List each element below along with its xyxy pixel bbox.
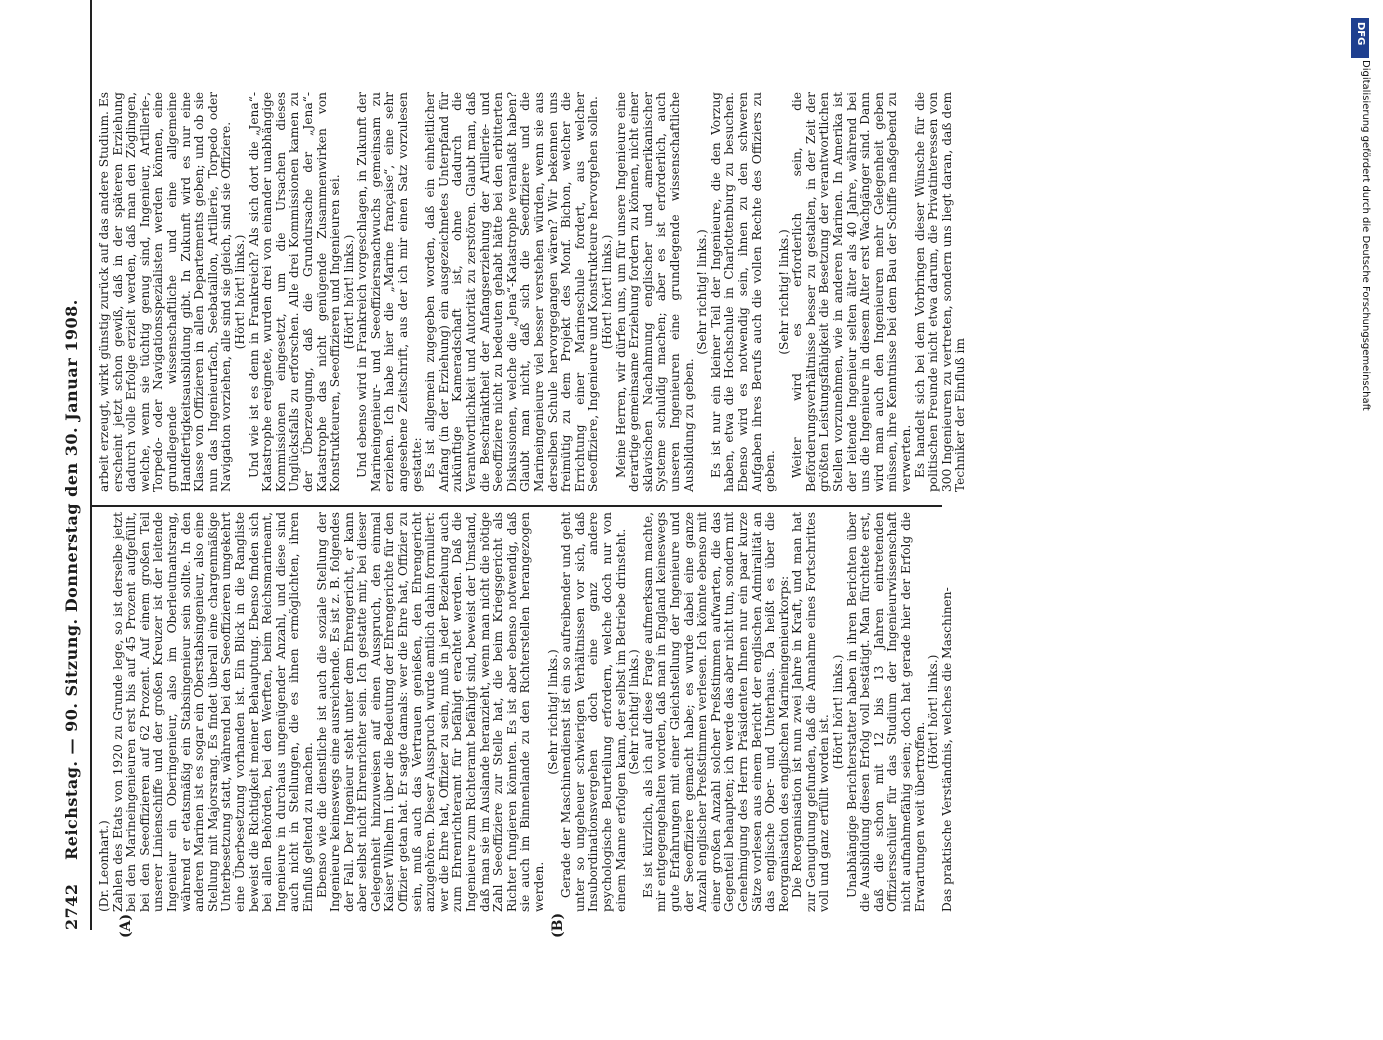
interjection: (Hört! hört! links.) [831, 654, 846, 770]
credit-text: Digitalisierung gefördert durch die Deutsche Forschungsgemeinschaft [1360, 60, 1371, 411]
interjection: (Sehr richtig! links.) [776, 229, 791, 355]
interjection: (Hört! hört! links.) [341, 234, 356, 350]
paragraph: Das praktische Verständnis, welches die Maschinen- [939, 587, 954, 912]
marker-b: (B) [550, 912, 566, 938]
paragraph: Gerade der Maschinendienst ist ein so aufreibender und geht unter so ungeheuer schwierigen Verhältnissen vor sich, daß Insubordinationsvergehen doch eine ganz andere psychologische Beurteilung erfordern, welche doch nur von einem Manne erfolgen kann, der selbst im Betriebe drinsteht. [559, 512, 628, 912]
header-rule [90, 0, 92, 930]
paragraph: Unabhängige Berichterstatter haben in ihren Berichten über die Ausbildung diesen Erfolg voll bestätigt. Man fürchtete erst, daß die schon mit 12 bis 13 Jahren eintretenden Offiziersschüler für das Studium der Ingenieurwissenschaft nicht aufnahmefähig seien; doch hat gerade hier der Erfolg die Erwartungen weit übertroffen. [844, 512, 927, 912]
interjection: (Sehr richtig! links.) [545, 649, 560, 775]
interjection: (Sehr richtig! links.) [627, 649, 642, 775]
paragraph: Die Reorganisation ist nun zwei Jahre in Kraft, und man hat zur Genugtuung gefunden, daß die Annahme eines Fortschrittes voll und ganz erfüllt worden ist. [790, 512, 832, 912]
left-column [98, 512, 954, 912]
paragraph: arbeit erzeugt, wirkt günstig zurück auf das andere Studium. Es erscheint jetzt schon gewiß, daß in der späteren Erziehung dadurch volle Erfolge erzielt werden, daß man den Zöglingen, welche, wenn sie tüchtig genug sind, Ingenieur, Artillerie-, Torpedo- oder Navigationsspezialisten werden können, eine grundlegende wissenschaftliche und eine allgemeine Handfertigkeitsausbildung gibt. In Zukunft wird es nur eine Klasse von Offizieren in allen Departements geben; und ob sie nun das Ingenieurfach, Seebataillon, Artillerie, Torpedo oder Navigation vorziehen, alle sind sie gleich, sind sie Offiziere. [97, 92, 234, 492]
paragraph: Meine Herren, wir dürfen uns, um für unsere Ingenieure eine derartige gemeinsame Erziehung fordern zu können, nicht einer sklavischen Nachahmung englischer und amerikanischer Systeme schuldig machen; aber es ist erforderlich, auch unseren Ingenieuren eine grundlegende wissenschaftliche Ausbildung zu geben. [613, 92, 696, 492]
page-title: Reichstag. — 90. Sitzung. Donnerstag den 30. Januar 1908. [62, 299, 81, 860]
credit-strip [1357, 10, 1375, 990]
paragraph: Und wie ist es denn in Frankreich? Als sich dort die „Jena“-Katastrophe ereignete, wurden drei von einander unabhängige Kommissionen eingesetzt, um die Ursachen dieses Unglücksfalls zu erforschen. Alle drei Kommissionen kamen zu der Überzeugung, daß die Grundursache der „Jena“-Katastrophe das nicht genügende Zusammenwirken von Konstrukteuren, Seeoffizieren und Ingenieuren sei. [246, 92, 343, 492]
interjection: (Sehr richtig! links.) [695, 229, 710, 355]
paragraph: Es handelt sich bei dem Vorbringen dieser Wünsche für die politischen Freunde nicht etwa darum, die Privatinteressen von 300 Ingenieuren zu vertreten, sondern uns liegt daran, daß dem Techniker der Einfluß im [912, 92, 968, 492]
dfg-logo: DFG [1351, 18, 1369, 58]
page-number: 2742 [62, 883, 81, 930]
paragraph: Es ist allgemein zugegeben worden, daß ein einheitlicher Anfang (in der Erziehung) ein ausgezeichnetes Unterpfand für zukünftige Kameradschaft ist, ohne dadurch die Verantwortlichkeit und Autorität zu zerstören. Glaubt man, daß die Beschränktheit der Anfangserziehung der Artillerie- und Seeoffiziere nicht zu bedeuten gehabt hätte bei den erbitterten Diskussionen, welche die „Jena“-Katastrophe veranlaßt haben? Glaubt man nicht, daß sich die Seeoffiziere und die Marineingenieure viel besser verstehen würden, wenn sie aus derselben Schule hervorgegangen wären? Wir bekennen uns freimütig zu dem Projekt des Monf. Bichon, welcher die Errichtung einer Marineschule fordert, aus welcher Seeoffiziere, Ingenieure und Konstrukteure hervorgehen sollen. [423, 92, 601, 492]
interjection: (Hört! hört! links.) [926, 654, 941, 770]
marker-a: (A) [118, 913, 134, 938]
paragraph: Es ist nur ein kleiner Teil der Ingenieure, die den Vorzug haben, etwa die Hochschule in Charlottenburg zu besuchen. Ebenso wird es notwendig sein, ihnen zu den schweren Aufgaben ihres Berufs auch die vollen Rechte des Offiziers zu geben. [708, 92, 778, 492]
column-divider [92, 505, 942, 507]
right-column [98, 92, 968, 492]
paragraph: Ebenso wie die dienstliche ist auch die soziale Stellung der Ingenieure keineswegs eine ausreichende. Es ist z. B. folgendes der Fall. Der Ingenieur steht unter dem Ehrengericht, er kann aber selbst nicht Ehrenrichter sein. Ich gestatte mir, bei dieser Gelegenheit hinzuweisen auf einen Ausspruch, den einmal Kaiser Wilhelm I. über die Bedeutung der Ehrengerichte für den Offizier getan hat. Er sagte damals: wer die Ehre hat, Offizier zu sein, muß auch das Vertrauen genießen, den Ehrengericht anzugehören. Dieser Ausspruch wurde amtlich dahin formuliert: wer die Ehre hat, Offizier zu sein, muß in jeder Beziehung auch zum Ehrenrichteramt für befähigt erachtet werden. Daß die Ingenieure zum Richteramt befähigt sind, beweist der Umstand, daß man sie im Auslande heranzieht, wenn man nicht die nötige Zahl Seeoffiziere zur Stelle hat, die beim Kriegsgericht als Richter fungieren könnten. Es ist aber ebenso notwendig, daß sie auch im Binnenlande zu den Richterstellen herangezogen werden. [314, 512, 546, 912]
page-header [62, 60, 88, 930]
paragraph: Zahlen des Etats von 1920 zu Grunde lege, so ist derselbe jetzt bei den Marineingenieuren erst bis auf 45 Prozent aufgefüllt, bei den Seeoffizieren auf 62 Prozent. Auf einem großen Teil unserer Linienschiffe und der großen Kreuzer ist der leitende Ingenieur ein Oberingenieur, also im Oberleutnantsrang, während er etatsmäßig ein Stabsingenieur sein sollte. In den anderen Marinen ist es sogar ein Oberstabsingenieur, also eine Stellung mit Majorsrang. Es findet überall eine chargenmäßige Unterbesetzung statt, während bei den Seeoffizieren umgekehrt eine Überbesetzung vorhanden ist. Ein Blick in die Rangliste beweist die Richtigkeit meiner Behauptung. Ebenso finden sich bei allen Behörden, bei den Werften, beim Reichsmarineamt, Ingenieure in durchaus ungenügender Anzahl, und diese sind auch nicht in Stellungen, die es ihnen ermöglichten, ihren Einfluß geltend zu machen. [110, 512, 315, 912]
paragraph: Es ist kürzlich, als ich auf diese Frage aufmerksam machte, mir entgegengehalten worden, daß man in England keineswegs gute Erfahrungen mit einer Gleichstellung der Ingenieure und der Seeoffiziere gemacht habe; es wurde dabei eine ganze Anzahl englischer Preßstimmen verlesen. Ich könnte ebenso mit einer großen Anzahl solcher Preßstimmen aufwarten, die das Gegenteil behaupten; ich werde das aber nicht tun, sondern mit Genehmigung des Herrn Präsidenten Ihnen nur ein paar kurze Sätze vorlesen aus einem Bericht der englischen Admiralität an das englische Ober- und Unterhaus. Da heißt es über die Reorganisation des englischen Marineingenieurkorps: [640, 512, 791, 912]
paragraph: Und ebenso wird in Frankreich vorgeschlagen, in Zukunft der Marineingenieur- und Seeoffiziersnachwuchs gemeinsam zu erziehen. Ich habe hier die „Marine française“, eine sehr angesehene Zeitschrift, aus der ich mir einen Satz vorzulesen gestatte: [355, 92, 424, 492]
interjection: (Hört! hört! links.) [599, 234, 614, 350]
paragraph: (Dr. Leonhart.) [97, 820, 111, 912]
interjection: (Hört! hört! links.) [232, 234, 247, 350]
paragraph: Weiter wird es erforderlich sein, die Beförderungsverhältnisse besser zu gestalten, in der Zeit der größten Leistungsfähigkeit die Besetzung der verantwortlichen Stellen vorzunehmen, wie in anderen Marinen. In Amerika ist der leitende Ingenieur selten älter als 40 Jahre, während bei uns die Ingenieure in diesem Alter erst Wachgänger sind. Dann wird man auch den Ingenieuren mehr Gelegenheit geben müssen, ihre Kenntnisse bei dem Bau der Schiffe maßgebend zu verwerten. [790, 92, 914, 492]
